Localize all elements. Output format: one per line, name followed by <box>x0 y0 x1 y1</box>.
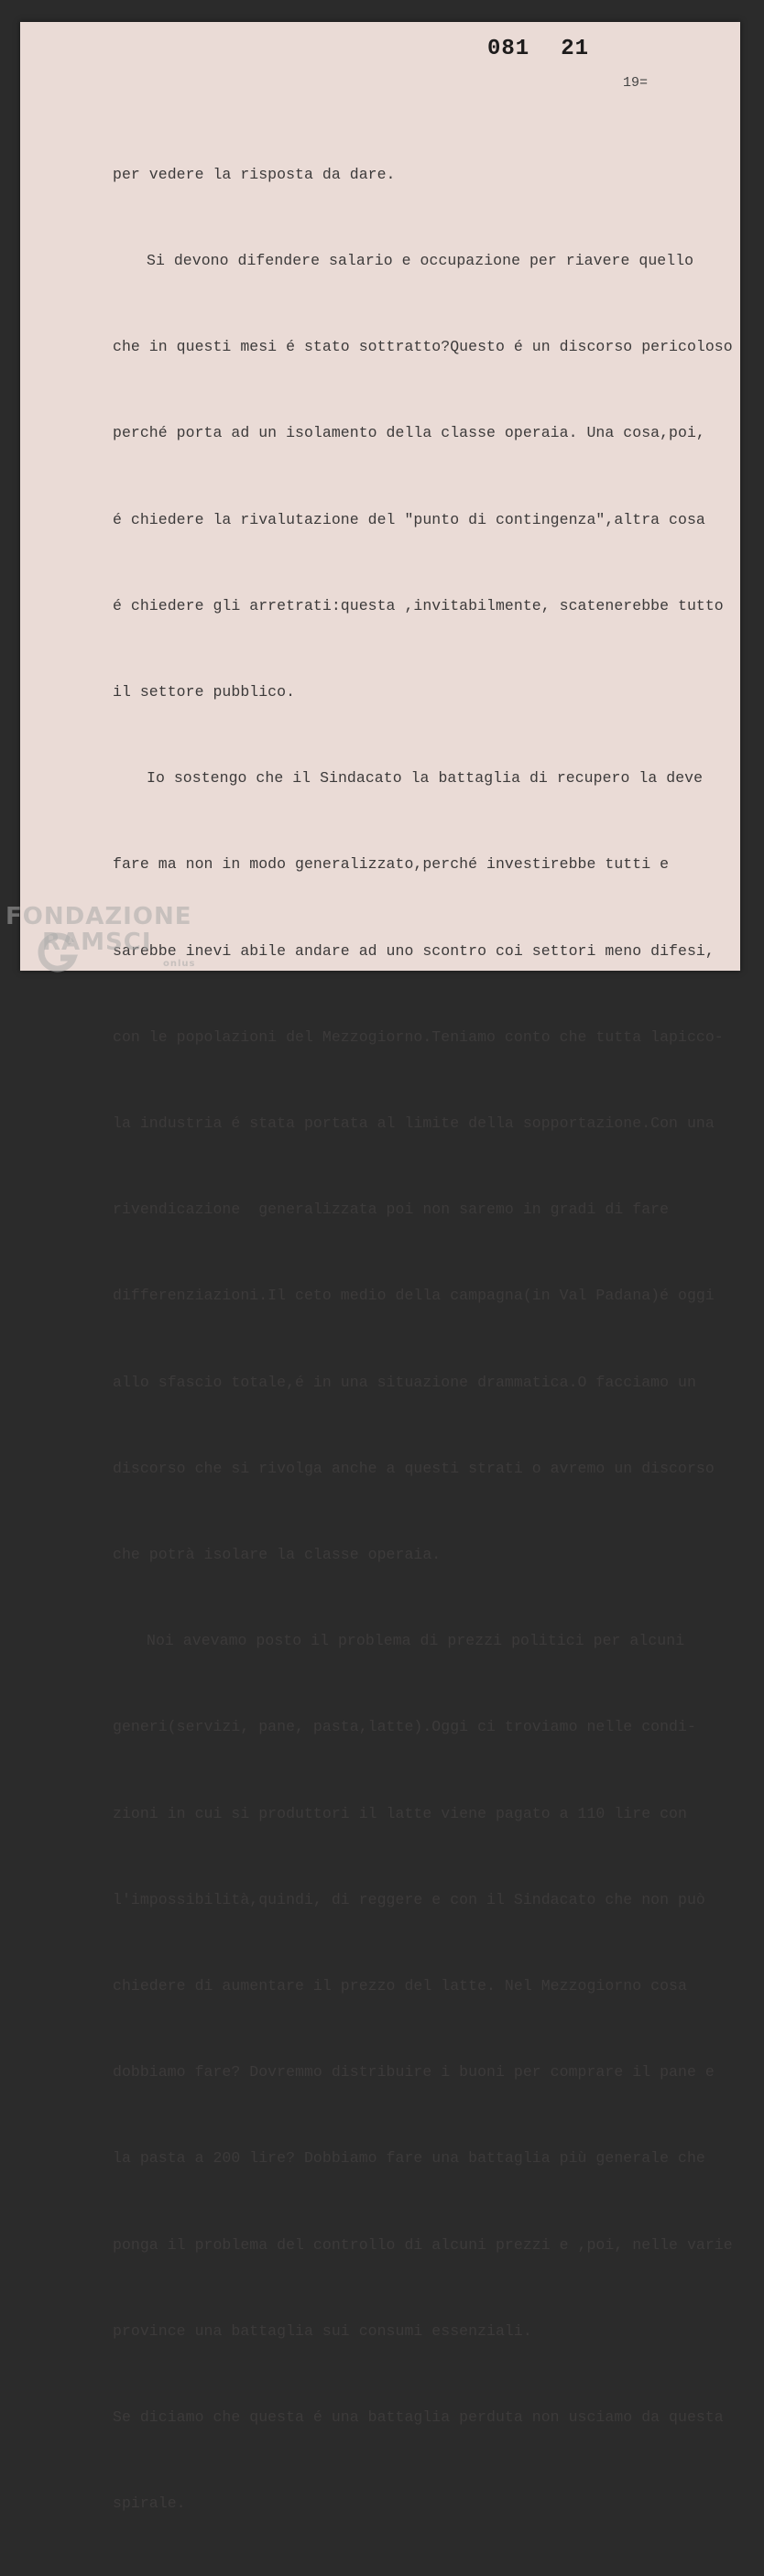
typewritten-body <box>113 103 733 2576</box>
text-line: la pasta a 200 lire? Dobbiamo fare una battaglia più generale che <box>113 2149 705 2168</box>
text-line: dobbiamo fare? Dovremmo distribuire i buoni per comprare il pane e <box>113 2063 715 2081</box>
text-line: spirale. <box>113 2494 186 2513</box>
text-line: con le popolazioni del Mezzogiorno.Teniamo conto che tutta lapicco- <box>113 1027 724 1046</box>
text-line: fare ma non in modo generalizzato,perché investirebbe tutti e <box>113 855 670 874</box>
text-line: sarebbe inevi abile andare ad uno scontro coi settori meno difesi, <box>113 941 715 960</box>
text-line: l'impossibilità,quindi, di reggere e con il Sindacato che non può <box>113 1890 705 1908</box>
page-number: 19= <box>623 75 649 91</box>
text-line: il settore pubblico. <box>113 683 296 701</box>
text-line: per vedere la risposta da dare. <box>113 165 396 183</box>
text-line: Se diciamo che questa é una battaglia perduta non usciamo da questa <box>113 2408 724 2427</box>
watermark-line-1: FONDAZIONE <box>5 903 192 930</box>
archive-number-2: 21 <box>561 37 590 61</box>
text-line: Si devono difendere salario e occupazione per riavere quello <box>147 252 694 270</box>
text-line: che in questi mesi é stato sottratto?Questo é un discorso pericoloso <box>113 338 733 356</box>
watermark-line-2: RAMSCI <box>42 929 152 956</box>
text-line: Noi avevamo posto il problema di prezzi politici per alcuni <box>147 1632 685 1650</box>
text-line: che potrà isolare la classe operaia. <box>113 1546 442 1564</box>
text-line: differenziazioni.Il ceto medio della campagna(in Val Padana)é oggi <box>113 1287 715 1305</box>
watermark-line-3: onlus <box>163 959 196 969</box>
text-line: Io sostengo che il Sindacato la battaglia di recupero la deve <box>147 769 704 788</box>
text-line: chiedere di aumentare il prezzo del latte. Nel Mezzogiorno cosa <box>113 1977 687 1995</box>
archive-number <box>487 37 589 61</box>
text-line: perché porta ad un isolamento della classe operaia. Una cosa,poi, <box>113 424 705 442</box>
archive-number-1: 081 <box>487 37 530 61</box>
text-line: é chiedere gli arretrati:questa ,invitabilmente, scatenerebbe tutto <box>113 596 724 614</box>
text-line: province una battaglia sui consumi essenziali. <box>113 2321 532 2340</box>
document-page <box>20 22 740 2513</box>
fondazione-gramsci-watermark <box>5 903 196 969</box>
text-line: rivendicazione generalizzata poi non saremo in gradi di fare <box>113 1201 670 1219</box>
text-line: la industria é stata portata al limite della sopportazione.Con una <box>113 1114 715 1133</box>
text-line: ponga il problema del controllo di alcuni prezzi e ,poi, nelle varie <box>113 2235 733 2254</box>
text-line: discorso che si rivolga anche a questi strati o avremo un discorso <box>113 1459 715 1477</box>
text-line: é chiedere la rivalutazione del "punto di contingenza",altra cosa <box>113 510 705 528</box>
text-line: generi(servizi, pane, pasta,latte).Oggi ci troviamo nelle condi- <box>113 1718 696 1736</box>
text-line: zioni in cui si produttori il latte viene pagato a 110 lire con <box>113 1804 687 1822</box>
text-line: allo sfascio totale,é in una situazione drammatica.O facciamo un <box>113 1373 696 1391</box>
gramsci-g-logo-icon <box>35 930 81 976</box>
